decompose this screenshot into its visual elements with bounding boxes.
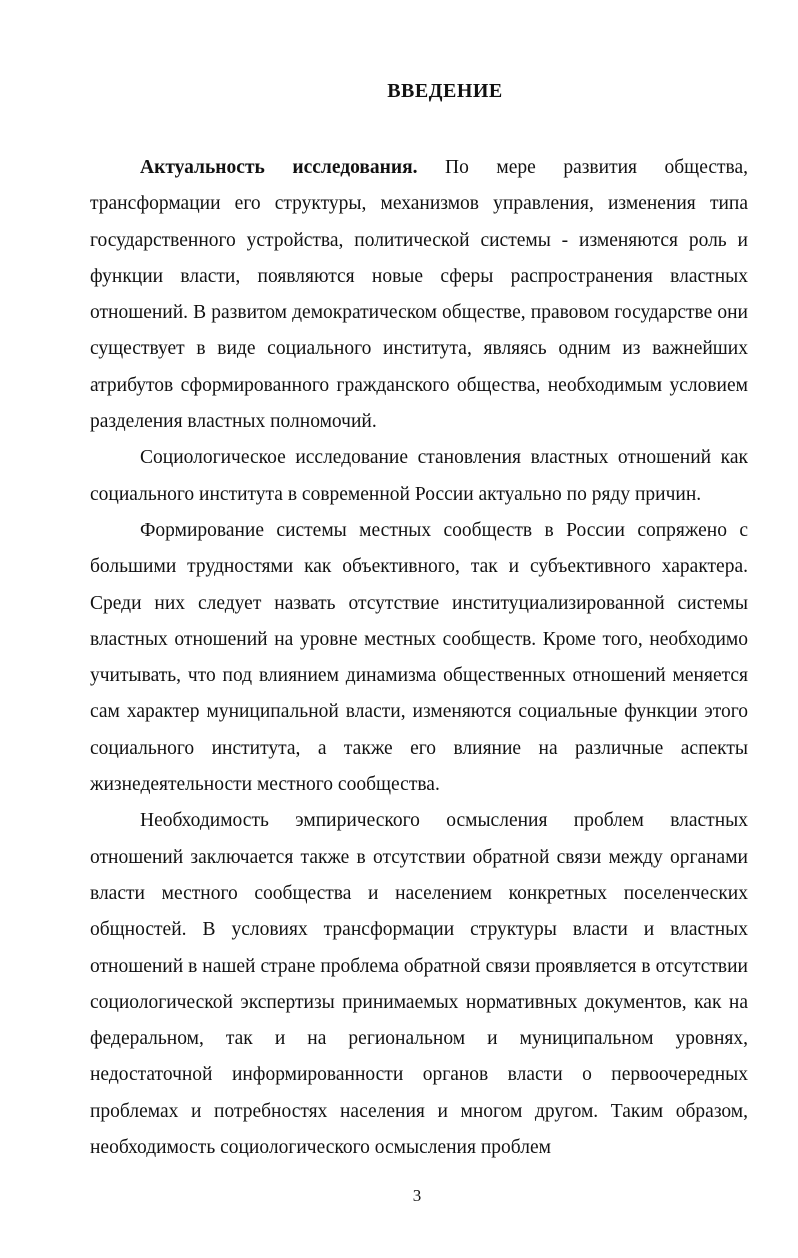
page-title: ВВЕДЕНИЕ	[387, 80, 503, 102]
paragraph-lead: Актуальность исследования.	[140, 157, 418, 178]
page-number: 3	[412, 1186, 422, 1205]
paragraph-text: По мере развития общества, трансформации его структуры, механизмов управления, изменения типа государственного устройства, политической системы - изменяются роль и функции власти, появляются новые сферы распространения властных отношений. В развитом демократическом обществе, правовом государстве они существует в виде социального института, являясь одним из важнейших атрибутов сформированного гражданского общества, необходимым условием разделения властных полномочий.	[90, 157, 748, 433]
paragraph-sociological-research: Социологическое исследование становления властных отношений как социального института в современной России актуально по ряду причин.	[90, 447, 748, 505]
body-text	[90, 150, 748, 1166]
paragraph-local-communities: Формирование системы местных сообществ в России сопряжено с большими трудностями как объективного, так и субъективного характера. Среди них следует назвать отсутствие институциализированной системы властных отношений на уровне местных сообществ. Кроме того, необходимо учитывать, что под влиянием динамизма общественных отношений меняется сам характер муниципальной власти, изменяются социальные функции этого социального института, а также его влияние на различные аспекты жизнедеятельности местного сообщества.	[90, 519, 748, 796]
paragraph-relevance	[90, 150, 748, 440]
paragraph-empirical-necessity: Необходимость эмпирического осмысления проблем властных отношений заключается также в отсутствии обратной связи между органами власти местного сообщества и населением конкретных поселенческих общностей. В условиях трансформации структуры власти и властных отношений в нашей стране проблема обратной связи проявляется в отсутствии социологической экспертизы принимаемых нормативных документов, как на федеральном, так и на региональном и муниципальном уровнях, недостаточной информированности органов власти о первоочередных проблемах и потребностях населения и многом другом. Таким образом, необходимость социологического осмысления проблем	[90, 810, 748, 1159]
